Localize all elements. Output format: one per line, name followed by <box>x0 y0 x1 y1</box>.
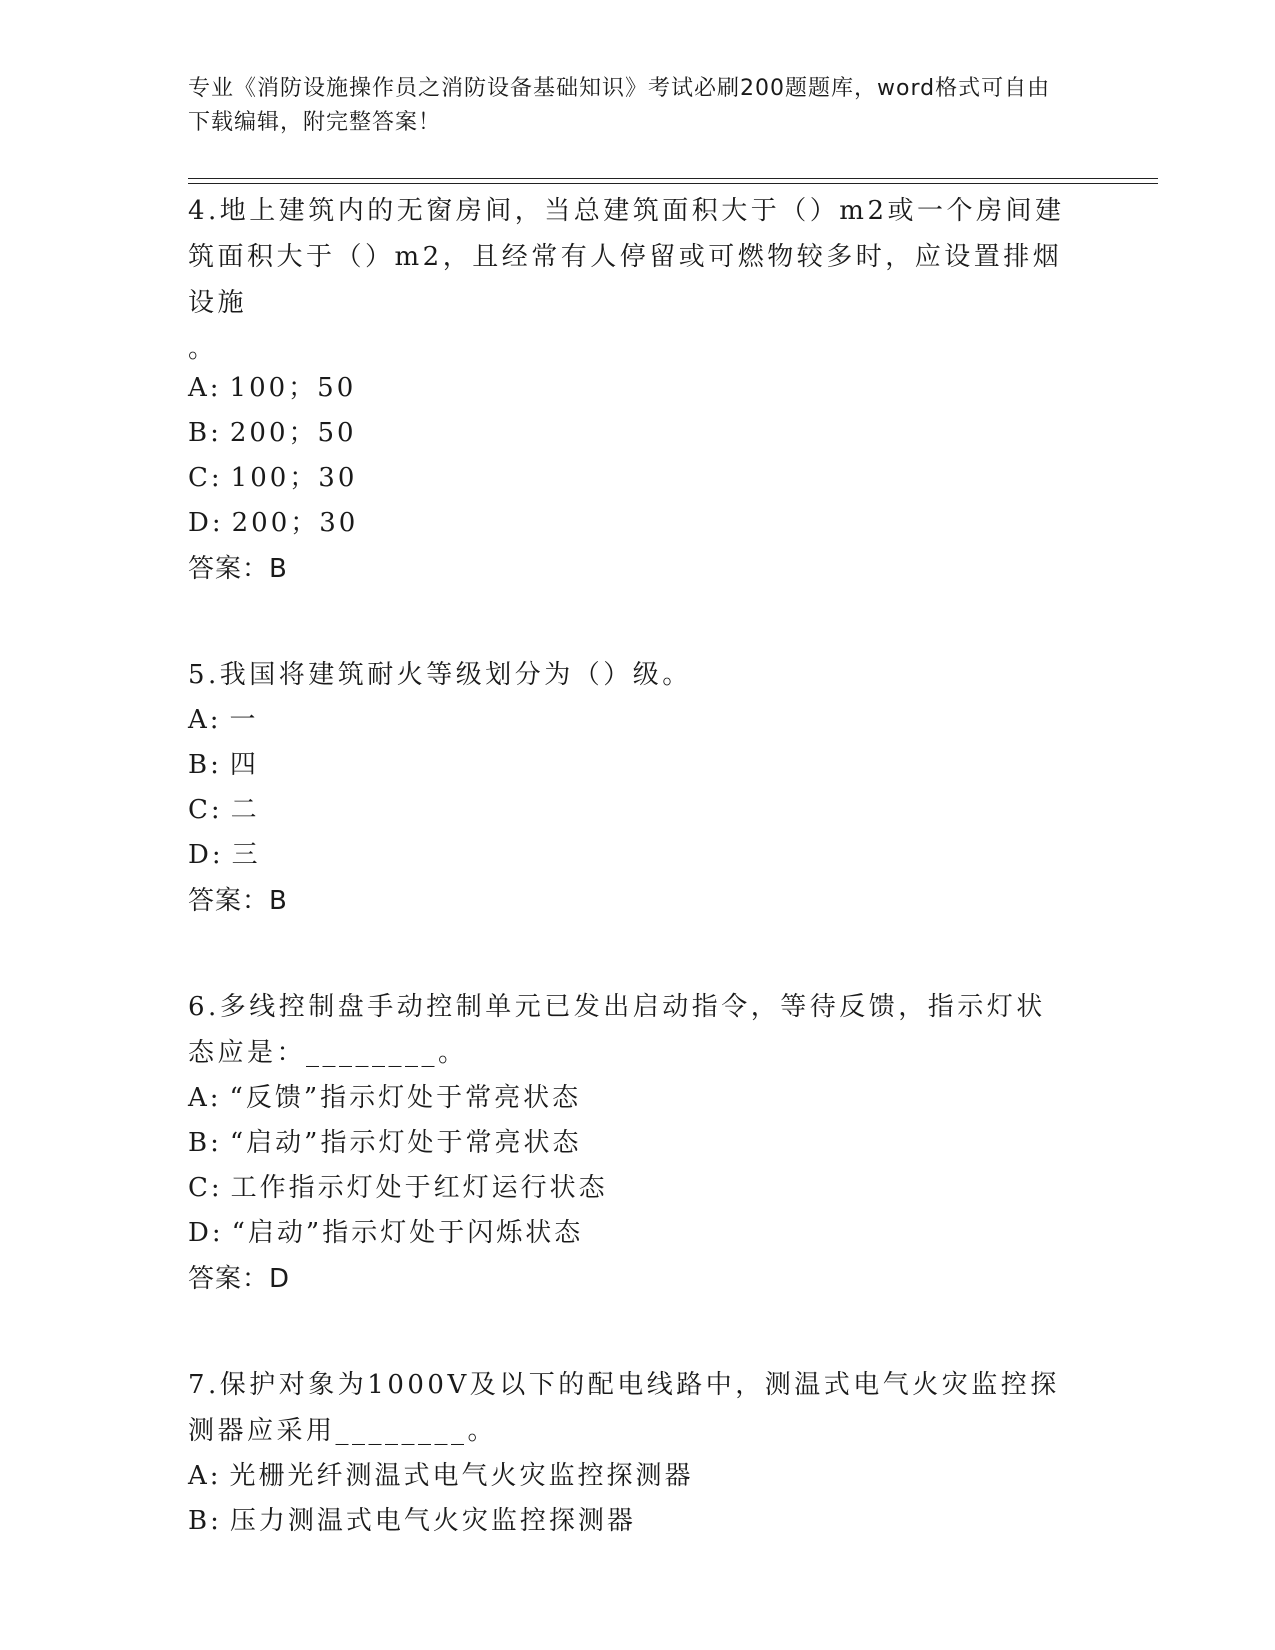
question-stem: 7.保护对象为1000V及以下的配电线路中，测温式电气火灾监控探测器应采用________。 <box>188 1370 1060 1446</box>
option-c <box>188 1166 1068 1211</box>
option-text: “启动”指示灯处于闪烁状态 <box>231 1218 584 1248</box>
option-b <box>188 411 1068 456</box>
question-stem: 4.地上建筑内的无窗房间，当总建筑面积大于（）m2或一个房间建筑面积大于（）m2，且经常有人停留或可燃物较多时，应设置排烟设施 <box>188 196 1065 318</box>
option-text: 四 <box>229 750 259 780</box>
option-a <box>188 1454 1068 1499</box>
option-text: 一 <box>229 705 259 735</box>
option-separator: : <box>209 373 222 403</box>
header-divider-double <box>188 183 1158 184</box>
option-key: A <box>188 1461 210 1491</box>
option-key: B <box>188 1506 211 1536</box>
option-key: C <box>188 1173 211 1203</box>
option-separator: : <box>209 1461 222 1491</box>
answer-line: 答案：B <box>188 886 288 916</box>
question-5 <box>188 652 1068 924</box>
option-separator: : <box>210 1506 222 1536</box>
option-separator: : <box>210 463 223 493</box>
question-stem-tail: 。 <box>188 334 215 364</box>
option-key: D <box>188 1218 212 1248</box>
question-6 <box>188 984 1068 1302</box>
option-text: 二 <box>230 795 260 825</box>
option-c <box>188 456 1068 501</box>
option-text: 200；30 <box>231 508 359 538</box>
option-separator: : <box>211 840 224 870</box>
question-list <box>188 188 1068 1544</box>
option-separator: : <box>211 1218 224 1248</box>
option-separator: : <box>210 418 222 448</box>
option-key: C <box>188 795 211 825</box>
option-key: B <box>188 750 211 780</box>
option-a <box>188 366 1068 411</box>
option-separator: : <box>211 508 224 538</box>
header-divider <box>188 178 1158 179</box>
option-separator: : <box>210 1173 223 1203</box>
question-7 <box>188 1362 1068 1544</box>
option-text: “反馈”指示灯处于常亮状态 <box>229 1083 582 1113</box>
option-key: A <box>188 705 210 735</box>
option-text: 工作指示灯处于红灯运行状态 <box>230 1173 608 1203</box>
option-b <box>188 1499 1068 1544</box>
question-stem: 6.多线控制盘手动控制单元已发出启动指令，等待反馈，指示灯状态应是：________。 <box>188 992 1046 1068</box>
option-a <box>188 698 1068 743</box>
option-text: 三 <box>231 840 261 870</box>
option-separator: : <box>210 1128 222 1158</box>
option-text: 光栅光纤测温式电气火灾监控探测器 <box>229 1461 694 1491</box>
option-a <box>188 1076 1068 1121</box>
option-separator: : <box>209 705 222 735</box>
option-text: 100；50 <box>229 373 357 403</box>
option-text: 压力测温式电气火灾监控探测器 <box>229 1506 636 1536</box>
option-key: B <box>188 1128 211 1158</box>
option-separator: : <box>209 1083 222 1113</box>
document-header: 专业《消防设施操作员之消防设备基础知识》考试必刷200题题库，word格式可自由下载编辑，附完整答案！ <box>188 76 1051 135</box>
option-d <box>188 1211 1068 1256</box>
option-text: “启动”指示灯处于常亮状态 <box>229 1128 582 1158</box>
option-key: D <box>188 840 212 870</box>
option-text: 100；30 <box>230 463 358 493</box>
option-key: B <box>188 418 211 448</box>
question-4 <box>188 188 1068 592</box>
question-stem: 5.我国将建筑耐火等级划分为（）级。 <box>188 660 692 690</box>
option-separator: : <box>210 795 223 825</box>
option-text: 200；50 <box>229 418 357 448</box>
question-spacer <box>188 924 1068 984</box>
question-spacer <box>188 1302 1068 1362</box>
option-key: A <box>188 1083 210 1113</box>
option-key: D <box>188 508 212 538</box>
option-b <box>188 1121 1068 1166</box>
option-c <box>188 788 1068 833</box>
option-b <box>188 743 1068 788</box>
option-separator: : <box>210 750 222 780</box>
answer-line: 答案：D <box>188 1264 291 1294</box>
option-d <box>188 833 1068 878</box>
option-key: A <box>188 373 210 403</box>
option-key: C <box>188 463 211 493</box>
option-d <box>188 501 1068 546</box>
question-spacer <box>188 592 1068 652</box>
answer-line: 答案：B <box>188 554 288 584</box>
